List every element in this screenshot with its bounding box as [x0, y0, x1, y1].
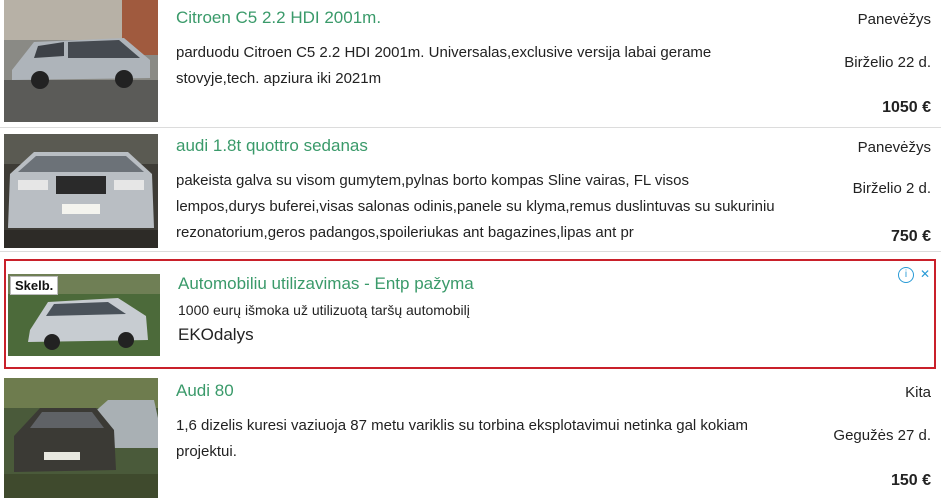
listing-item[interactable] — [0, 128, 941, 252]
listing-date: Birželio 22 d. — [844, 54, 931, 71]
listing-city: Panevėžys — [857, 11, 931, 28]
ad-brand: EKOdalys — [178, 325, 254, 344]
close-icon[interactable]: ✕ — [919, 267, 931, 281]
listing-thumbnail[interactable] — [4, 134, 158, 248]
listing-description: parduodu Citroen C5 2.2 HDI 2001m. Universalas,exclusive versija labai gerame stovyje,tech. apziura iki 2021m — [176, 44, 712, 87]
listing-price: 1050 € — [882, 99, 931, 116]
listing-title[interactable]: audi 1.8t quottro sedanas — [176, 136, 368, 155]
listing-city: Panevėžys — [857, 139, 931, 156]
ad-badge: Skelb. — [10, 276, 58, 295]
ad-title[interactable]: Automobiliu utilizavimas - Entp pažyma — [178, 274, 474, 293]
sponsored-ad[interactable] — [4, 259, 936, 369]
listing-city: Kita — [905, 384, 931, 401]
listing-price: 150 € — [890, 472, 931, 489]
ad-text: 1000 eurų išmoka už utilizuotą taršų automobilį — [178, 302, 470, 318]
listing-title[interactable]: Audi 80 — [176, 381, 234, 400]
listing-description: pakeista galva su visom gumytem,pylnas borto kompas Sline vairas, FL visos lempos,durys buferei,visas salonas odinis,panele su klyma,remus duslintuvas su sukuriniu rezonatorium,geros padangos,spoileriukas ant bagazines,lipas ant pr — [176, 172, 775, 241]
listing-thumbnail[interactable] — [4, 378, 158, 498]
info-icon[interactable]: i — [898, 267, 914, 283]
listing-title[interactable]: Citroen C5 2.2 HDI 2001m. — [176, 8, 382, 27]
listing-price: 750 € — [890, 228, 931, 245]
listing-thumbnail[interactable] — [4, 0, 158, 122]
listing-description: 1,6 dizelis kuresi vaziuoja 87 metu variklis su torbina eksplotavimui netinka gal kokiam projektui. — [176, 417, 748, 460]
listing-date: Birželio 2 d. — [852, 180, 931, 197]
listing-item[interactable] — [0, 374, 941, 503]
listing-date: Gegužės 27 d. — [833, 427, 931, 444]
ad-controls — [898, 267, 932, 283]
listing-item[interactable] — [0, 0, 941, 128]
